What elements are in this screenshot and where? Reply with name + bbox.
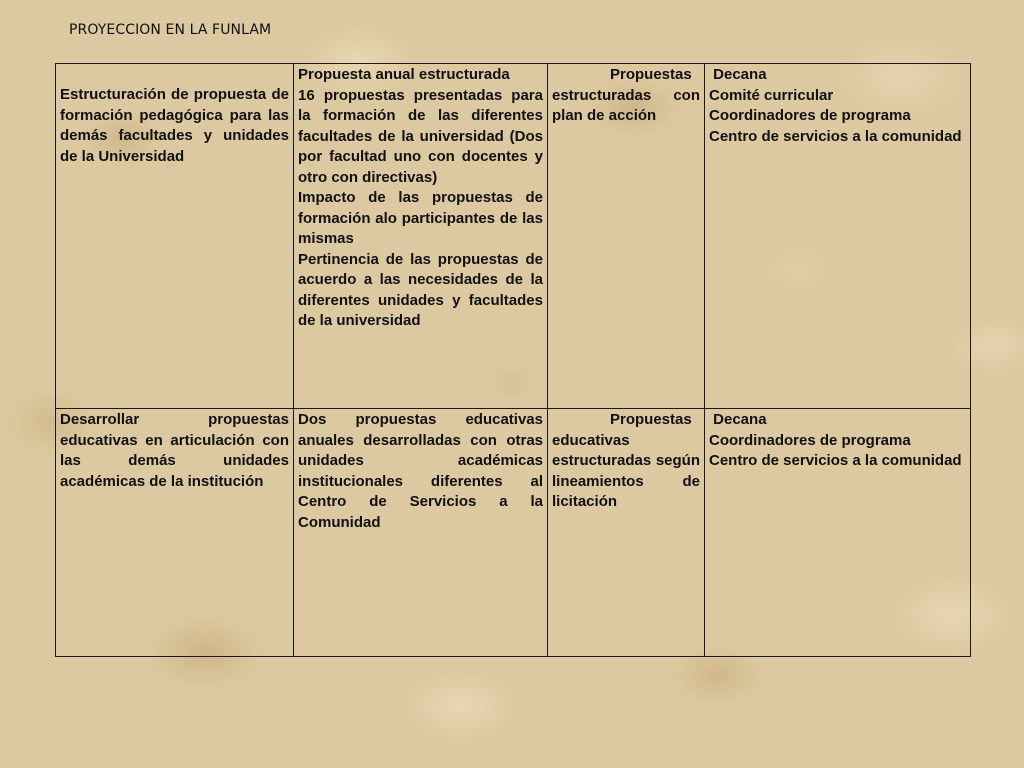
goal-line: Impacto de las propuestas de formación alo participantes de las mismas bbox=[298, 189, 543, 247]
responsibles-cell bbox=[705, 64, 971, 409]
goals-cell bbox=[294, 64, 548, 409]
responsible-line: Coordinadores de programa bbox=[709, 431, 911, 449]
goal-line: Dos propuestas educativas anuales desarrolladas con otras unidades académicas institucionales diferentes al Centro de Servicios a la Comunidad bbox=[298, 411, 543, 531]
responsible-line: Coordinadores de programa bbox=[709, 107, 911, 124]
responsible-line: Decana bbox=[709, 66, 767, 83]
indicator-cell bbox=[548, 409, 705, 657]
responsible-line: Centro de servicios a la comunidad bbox=[709, 127, 962, 145]
responsible-line: Centro de servicios a la comunidad bbox=[709, 452, 962, 469]
projection-table bbox=[55, 63, 971, 657]
indicator-cell bbox=[548, 64, 705, 409]
objective-cell bbox=[56, 409, 294, 657]
indicator-text: Propuestas educativas estructuradas según lineamientos de licitación bbox=[552, 411, 700, 510]
indicator-text: Propuestas estructuradas con plan de acción bbox=[552, 66, 700, 124]
responsible-line: Decana bbox=[709, 411, 767, 428]
goal-line: Pertinencia de las propuestas de acuerdo a las necesidades de la diferentes unidades y facultades de la universidad bbox=[298, 250, 543, 329]
table-row bbox=[56, 409, 971, 657]
objective-text: Estructuración de propuesta de formación pedagógica para las demás facultades y unidades de la Universidad bbox=[60, 86, 289, 165]
responsible-line: Comité curricular bbox=[709, 86, 834, 104]
table-row bbox=[56, 64, 971, 409]
objective-text: Desarrollar propuestas educativas en articulación con las demás unidades académicas de la institución bbox=[60, 411, 289, 490]
page-title: PROYECCION EN LA FUNLAM bbox=[69, 22, 272, 38]
goals-cell bbox=[294, 409, 548, 657]
goal-line: Propuesta anual estructurada bbox=[298, 66, 510, 83]
objective-cell bbox=[56, 64, 294, 409]
responsibles-cell bbox=[705, 409, 971, 657]
goal-line: 16 propuestas presentadas para la formación de las diferentes facultades de la universidad (Dos por facultad uno con docentes y otro con directivas) bbox=[298, 86, 543, 186]
